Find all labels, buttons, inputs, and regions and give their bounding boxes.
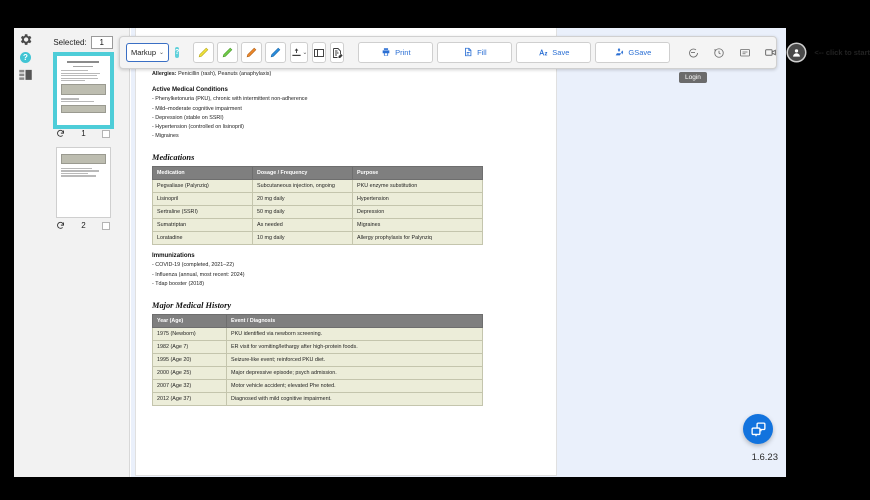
- thumbnail-image-2[interactable]: [56, 147, 111, 218]
- table-header-row: [153, 315, 483, 328]
- cell: 1982 (Age 7): [153, 341, 227, 354]
- condition-item: - Migraines: [152, 133, 179, 140]
- user-avatar-icon[interactable]: [788, 44, 805, 61]
- cell: 2007 (Age 32): [153, 380, 227, 393]
- markup-mode-label: Markup: [131, 48, 157, 57]
- cell: Diagnosed with mild cognitive impairment.: [227, 393, 483, 406]
- cell: Lisinopril: [153, 193, 253, 206]
- selected-page-input[interactable]: 1: [91, 36, 113, 49]
- toolbar-help-icon[interactable]: ?: [175, 49, 180, 56]
- cell: PKU identified via newborn screening.: [227, 328, 483, 341]
- markup-toolbar: [119, 36, 870, 69]
- cell: Depression: [353, 206, 483, 219]
- column-header: Year (Age): [153, 315, 227, 328]
- cell: Seizure-like event; reinforced PKU diet.: [227, 354, 483, 367]
- cell: 1995 (Age 20): [153, 354, 227, 367]
- cell: PKU enzyme substitution: [353, 180, 483, 193]
- rotate-icon[interactable]: [56, 129, 65, 138]
- thumbnail-meta-1: [56, 129, 111, 138]
- sign-form-icon[interactable]: [330, 42, 344, 63]
- textbox-icon[interactable]: [312, 42, 326, 63]
- selected-label: Selected:: [53, 38, 87, 47]
- cell: 2012 (Age 37): [153, 393, 227, 406]
- condition-item: - Mild–moderate cognitive impairment: [152, 105, 242, 112]
- column-header: Medication: [153, 167, 253, 180]
- pen-blue-icon[interactable]: [265, 42, 286, 63]
- thumbnail-image-1[interactable]: [56, 55, 111, 126]
- printer-icon: [381, 47, 391, 59]
- fill-button[interactable]: [437, 42, 512, 63]
- save-button[interactable]: [516, 42, 591, 63]
- chevron-down-icon: ⌄: [159, 50, 165, 56]
- thumbnail-checkbox-2[interactable]: [102, 222, 110, 230]
- stamp-icon[interactable]: [290, 42, 308, 63]
- gsave-label: GSave: [628, 48, 652, 57]
- cell: 2000 (Age 25): [153, 367, 227, 380]
- table-row: [153, 328, 483, 341]
- history-table: [152, 314, 483, 406]
- cell: As needed: [253, 219, 353, 232]
- column-header: Event / Diagnosis: [227, 315, 483, 328]
- table-row: [153, 380, 483, 393]
- medications-table: [152, 166, 483, 245]
- cell: 1975 (Newborn): [153, 328, 227, 341]
- table-row: [153, 180, 483, 193]
- save-icon: [538, 47, 548, 59]
- cell: ER visit for vomiting/lethargy after high-protein foods.: [227, 341, 483, 354]
- cell: Migraines: [353, 219, 483, 232]
- immunization-item: - Influenza (annual, most recent: 2024): [152, 271, 245, 278]
- pen-group: [193, 42, 286, 63]
- doc-header-line: Allergies: Penicillin (rash), Peanuts (anaphylaxis): [152, 71, 272, 78]
- left-rail: [14, 28, 37, 477]
- gsave-button[interactable]: [595, 42, 670, 63]
- immunization-item: - COVID-19 (completed, 2021–22): [152, 262, 235, 269]
- cell: 50 mg daily: [253, 206, 353, 219]
- cell: 10 mg daily: [253, 232, 353, 245]
- pen-green-icon[interactable]: [217, 42, 238, 63]
- table-row: [153, 341, 483, 354]
- thumbnail-checkbox-1[interactable]: [102, 130, 110, 138]
- fill-document-icon: [463, 47, 473, 59]
- fill-label: Fill: [477, 48, 487, 57]
- gear-icon[interactable]: [18, 32, 33, 47]
- markup-mode-dropdown[interactable]: [126, 43, 169, 62]
- condition-item: - Depression (stable on SSRI): [152, 114, 224, 121]
- app-window: [14, 28, 870, 477]
- immunizations-heading: Immunizations: [152, 252, 195, 260]
- table-header-row: [153, 167, 483, 180]
- layout-icon[interactable]: [18, 68, 33, 83]
- chat-bubble-icon[interactable]: [684, 44, 701, 61]
- cell: Sumatriptan: [153, 219, 253, 232]
- column-header: Dosage / Frequency: [253, 167, 353, 180]
- cell: Motor vehicle accident; elevated Phe noted.: [227, 380, 483, 393]
- table-row: [153, 193, 483, 206]
- print-button[interactable]: [358, 42, 433, 63]
- selected-page-row: [37, 36, 129, 49]
- video-camera-icon[interactable]: [762, 44, 779, 61]
- cell: Allergy prophylaxis for Palynziq: [353, 232, 483, 245]
- history-title: Major Medical History: [152, 301, 232, 311]
- click-to-start-label: <-- click to start: [814, 48, 870, 57]
- help-icon[interactable]: ?: [20, 52, 31, 63]
- thumbnail-meta-2: [56, 221, 111, 230]
- toolbar-right-icons: [684, 44, 870, 61]
- thumbnail-page-1[interactable]: [37, 55, 129, 147]
- help-chat-icon[interactable]: [743, 414, 773, 444]
- document-viewport[interactable]: [131, 28, 786, 477]
- cell: Subcutaneous injection, ongoing: [253, 180, 353, 193]
- condition-item: - Phenylketonuria (PKU), chronic with intermittent non-adherence: [152, 96, 308, 103]
- cell: Pegvaliase (Palynziq): [153, 180, 253, 193]
- comment-icon[interactable]: [736, 44, 753, 61]
- cell: 20 mg daily: [253, 193, 353, 206]
- table-row: [153, 219, 483, 232]
- thumbnail-number-2: 2: [81, 221, 86, 230]
- immunization-item: - Tdap booster (2018): [152, 280, 205, 287]
- cell: Major depressive episode; psych admission.: [227, 367, 483, 380]
- document-page: [135, 28, 557, 476]
- pen-yellow-icon[interactable]: [193, 42, 214, 63]
- cell: Hypertension: [353, 193, 483, 206]
- medications-title: Medications: [152, 153, 195, 163]
- chevron-down-icon: ⌄: [302, 50, 308, 56]
- cell: Sertraline (SSRI): [153, 206, 253, 219]
- condition-item: - Hypertension (controlled on lisinopril): [152, 124, 244, 131]
- pen-orange-icon[interactable]: [241, 42, 262, 63]
- print-label: Print: [395, 48, 411, 57]
- thumbnail-number-1: 1: [81, 129, 86, 138]
- rotate-icon[interactable]: [56, 221, 65, 230]
- table-row: [153, 393, 483, 406]
- save-label: Save: [552, 48, 570, 57]
- conditions-heading: Active Medical Conditions: [152, 86, 228, 94]
- version-label: 1.6.23: [751, 452, 778, 463]
- google-drive-icon: [614, 47, 624, 59]
- column-header: Purpose: [353, 167, 483, 180]
- thumbnail-panel: [37, 28, 130, 477]
- cell: Loratadine: [153, 232, 253, 245]
- history-clock-icon[interactable]: [710, 44, 727, 61]
- login-tooltip: Login: [679, 72, 707, 83]
- table-row: [153, 232, 483, 245]
- table-row: [153, 367, 483, 380]
- table-row: [153, 354, 483, 367]
- table-row: [153, 206, 483, 219]
- thumbnail-page-2[interactable]: [37, 147, 129, 239]
